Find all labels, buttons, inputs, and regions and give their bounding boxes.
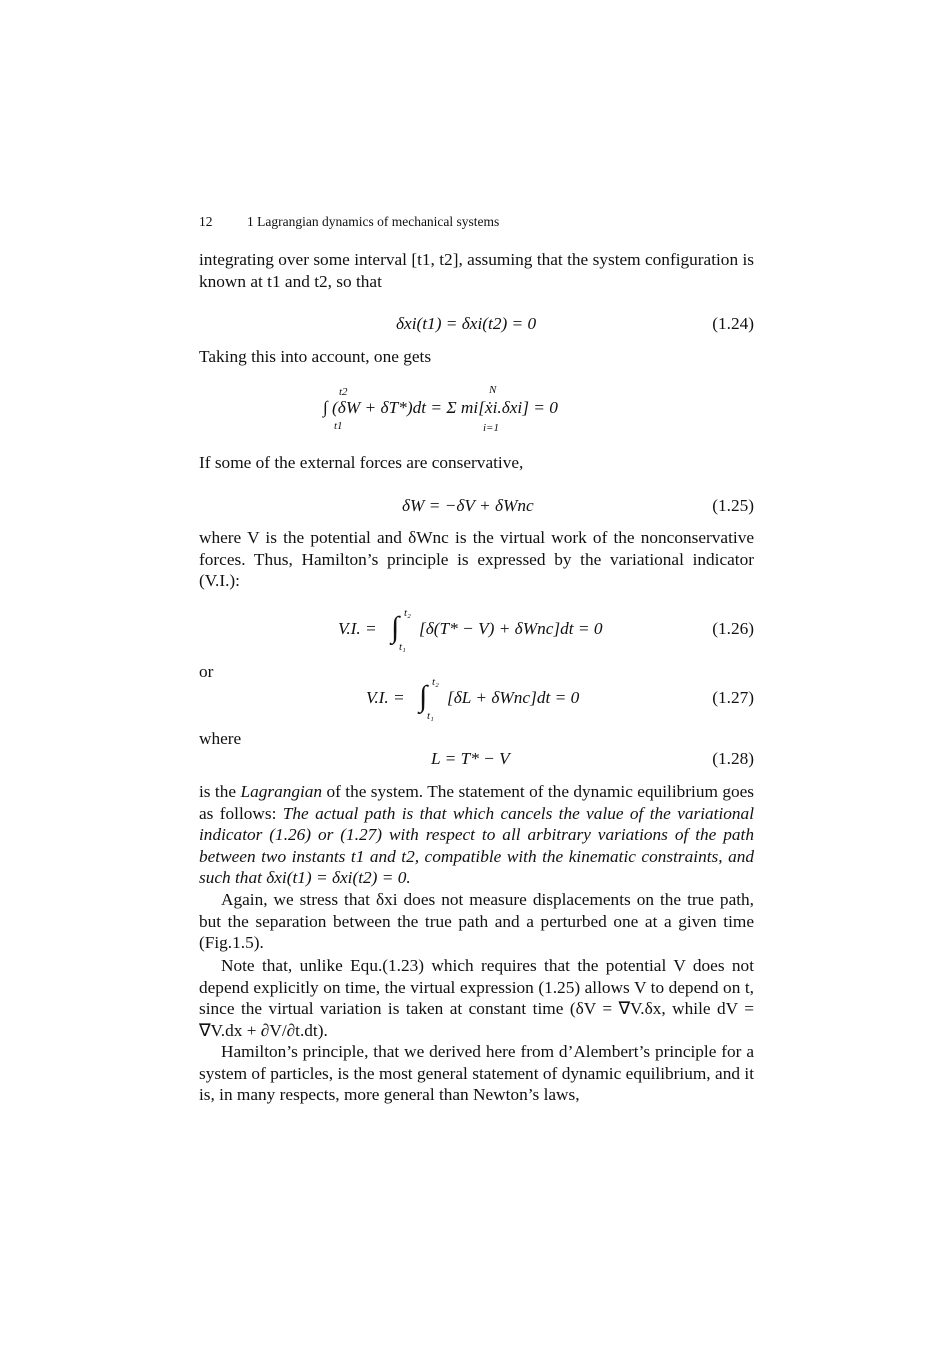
equation-1-27 [199, 676, 754, 722]
paragraph-1: integrating over some interval [t1, t2], assuming that the system configuration is known at t1 and t2, so that [199, 250, 754, 291]
paragraph-5-middle: of the system. The statement of the dynamic equilibrium goes as follows: [199, 782, 754, 823]
term-lagrangian: Lagrangian [240, 782, 323, 801]
paragraph-2: Taking this into account, one gets [199, 347, 432, 366]
equation-1-25-expr: δW = −δV + δWnc [402, 496, 534, 515]
equation-1-24-expr: δxi(t1) = δxi(t2) = 0 [396, 314, 537, 333]
equation-1-26-lhs: V.I. = [338, 619, 377, 638]
integral-lower-limit: t1 [334, 420, 343, 432]
integral-sign: ∫ [391, 611, 400, 644]
equation-1-27-expr: [δL + δWnc]dt = 0 [447, 688, 580, 707]
paragraph-5-statement: The actual path is that which cancels the value of the variational indicator (1.26) or (1.27) with respect to all arbitrary variations of the path between two instants t1 and t2, compatible with the kinematic constraints, and such that δxi(t1) = δxi(t2) = 0. [199, 803, 754, 888]
paragraph-4: where V is the potential and δWnc is the virtual work of the nonconservative forces. Thus, Hamilton’s principle is expressed by the variational indicator (V.I.): [199, 528, 754, 591]
running-header [199, 214, 499, 230]
integral-upper-limit: t₂ [432, 676, 439, 688]
integral-upper-limit: t2 [339, 386, 348, 398]
integral-sign: ∫ [419, 680, 428, 713]
running-title: 1 Lagrangian dynamics of mechanical systems [247, 214, 500, 229]
equation-1-28 [199, 749, 754, 773]
equation-unnumbered-expr: ∫ (δW + δT*)dt = Σ mi[ẋi.δxi] = 0 [323, 398, 558, 417]
paragraph-5-start: is the [199, 782, 237, 801]
equation-1-27-number: (1.27) [712, 688, 754, 707]
equation-1-24-number: (1.24) [712, 314, 754, 333]
equation-1-28-expr: L = T* − V [431, 749, 510, 768]
paragraph-5 [199, 781, 754, 889]
word-where: where [199, 729, 242, 748]
word-or: or [199, 662, 214, 681]
equation-1-26-number: (1.26) [712, 619, 754, 638]
equation-1-25-number: (1.25) [712, 496, 754, 515]
sum-lower-limit: i=1 [483, 422, 499, 434]
integral-lower-limit: t₁ [427, 710, 434, 722]
paragraph-6: Again, we stress that δxi does not measure displacements on the true path, but the separation between the true path and a perturbed one at a given time (Fig.1.5). [199, 890, 754, 953]
equation-unnumbered [199, 384, 754, 434]
page-number: 12 [199, 214, 213, 229]
sum-upper-limit: N [489, 384, 497, 396]
equation-1-25 [199, 496, 754, 520]
paragraph-3: If some of the external forces are conservative, [199, 453, 524, 472]
integral-upper-limit: t₂ [404, 607, 411, 619]
equation-1-26 [199, 607, 754, 653]
integral-lower-limit: t₁ [399, 641, 406, 653]
equation-1-28-number: (1.28) [712, 749, 754, 768]
equation-1-24 [199, 314, 754, 338]
equation-1-27-lhs: V.I. = [366, 688, 405, 707]
equation-1-26-expr: [δ(T* − V) + δWnc]dt = 0 [419, 619, 603, 638]
paragraph-8: Hamilton’s principle, that we derived here from d’Alembert’s principle for a system of particles, is the most general statement of dynamic equilibrium, and it is, in many respects, more general than Newton’s laws, [199, 1042, 754, 1105]
paragraph-7: Note that, unlike Equ.(1.23) which requires that the potential V does not depend explicitly on time, the virtual expression (1.25) allows V to depend on t, since the virtual variation is taken at constant time (δV = ∇V.δx, while dV = ∇V.dx + ∂V/∂t.dt). [199, 956, 754, 1040]
